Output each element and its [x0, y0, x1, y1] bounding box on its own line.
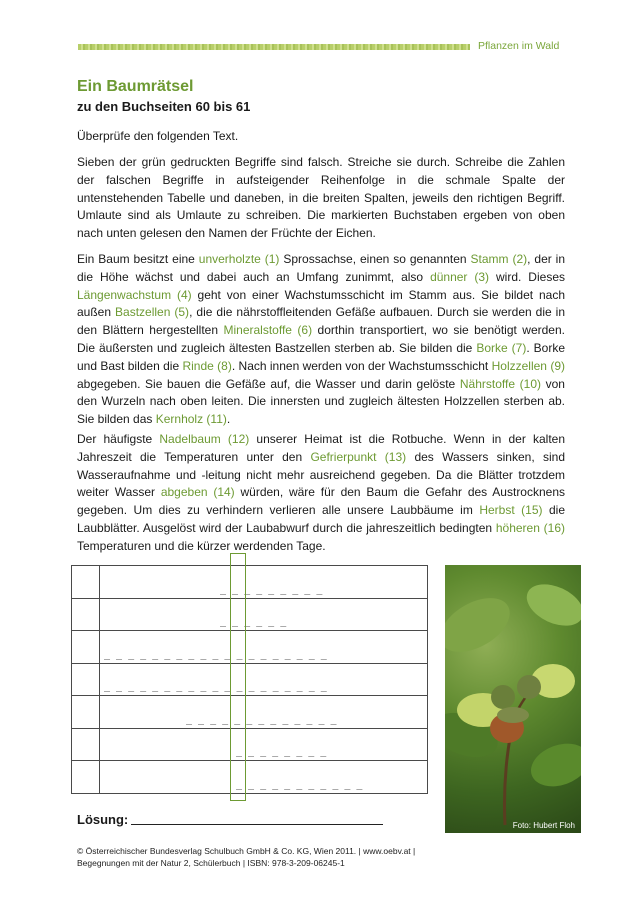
green-term: Stamm (2) — [470, 252, 528, 266]
solution-label: Lösung: — [77, 812, 129, 827]
oak-acorns-photo — [445, 565, 581, 833]
page-subtitle: zu den Buchseiten 60 bis 61 — [77, 99, 251, 114]
intro-text: Überprüfe den folgenden Text. — [77, 129, 239, 143]
table-row — [72, 631, 428, 664]
green-term: Borke (7) — [476, 340, 527, 355]
green-term: Nadelbaum (12) — [159, 432, 250, 446]
photo-credit: Foto: Hubert Floh — [512, 821, 575, 830]
table-row — [72, 728, 428, 761]
section-label: Pflanzen im Wald — [478, 40, 560, 52]
text-segment: von den Wurzeln nach oben leiten. Die innersten und zugleich ältesten Holzzellen sterben ab. Sie bilden das — [77, 376, 565, 427]
text-segment: die Laubblätter. Ausgelöst wird der Laubabwurf durch die jahreszeitlich bedingten — [77, 503, 565, 535]
text-segment: würden, wäre für den Baum die Gefahr des Austrocknens gegeben. Um dies zu verhindern verlieren alle unsere Laubbäume im — [77, 485, 566, 518]
footer-line-2: Begegnungen mit der Natur 2, Schülerbuch | ISBN: 978-3-209-06245-1 — [77, 857, 345, 868]
answer-cell[interactable] — [100, 696, 428, 729]
green-term: unverholzte (1) — [198, 252, 280, 266]
answer-cell[interactable] — [100, 598, 428, 631]
text-segment: . Nach innen werden von der Wachstumsschicht — [231, 358, 492, 373]
green-term: Holzzellen (9) — [491, 358, 565, 373]
text-segment: , der in die Höhe wächst und dabei auch an Umfang zunimmt, also — [77, 252, 566, 284]
number-cell[interactable] — [72, 761, 100, 794]
text-segment: des Wassers sinken, sind Wasseraufnahme und -leitung nicht mehr ausreichend gegeben. Da die Blätter trotzdem weiter Wasser — [77, 449, 565, 500]
green-term: Mineralstoffe (6) — [223, 323, 313, 338]
table-row — [72, 598, 428, 631]
instructions-text: Sieben der grün gedruckten Begriffe sind falsch. Streiche sie durch. Schreibe die Zahlen der falschen Begriffe in aufsteigender Reihenfolge in die schmale Spalte der untenstehenden Tabelle und daneben, in die breiten Spalten, jeweils den richtigen Begriff. Umlaute sind als Umlaute zu schreiben. Die markierten Buchstaben ergeben von oben nach unten gelesen den Namen der Früchte der Eichen. — [77, 155, 565, 241]
letter-blanks: _ _ _ _ _ _ _ _ _ _ _ _ _ _ _ _ _ _ _ — [104, 648, 327, 660]
answer-cell[interactable] — [100, 761, 428, 794]
table-row — [72, 696, 428, 729]
answer-cell[interactable] — [100, 631, 428, 664]
text-paragraph-1 — [77, 251, 565, 429]
page-title: Ein Baumrätsel — [77, 78, 194, 95]
letter-blanks: _ _ _ _ _ _ _ _ _ _ _ _ _ — [186, 713, 337, 725]
text-segment: Temperaturen und die kürzer werdenden Tage. — [77, 538, 326, 553]
text-segment: wird. Dieses — [489, 269, 565, 284]
table-row — [72, 761, 428, 794]
green-term: Rinde (8) — [182, 358, 232, 373]
text-segment: , die die nährstoffleitenden Gefäße aufbauen. Durch sie werden die in den Blättern hergestellten — [77, 305, 566, 338]
answer-table — [71, 565, 428, 794]
number-cell[interactable] — [72, 631, 100, 664]
footer-line-1: © Österreichischer Bundesverlag Schulbuch GmbH & Co. KG, Wien 2011. | www.oebv.at | — [77, 846, 416, 856]
text-segment: unserer Heimat ist die Rotbuche. Wenn in der kalten Jahreszeit die Temperaturen unter den — [77, 432, 565, 464]
number-cell[interactable] — [72, 696, 100, 729]
text-segment: . Borke und Bast bilden die — [77, 340, 566, 373]
text-paragraph-2 — [77, 431, 565, 556]
letter-blanks: _ _ _ _ _ _ _ _ _ _ _ — [236, 778, 363, 790]
answer-cell[interactable] — [100, 663, 428, 696]
table-row — [72, 566, 428, 599]
green-term: höheren (16) — [495, 520, 565, 535]
acorn-illustration — [445, 565, 581, 833]
text-segment: . — [226, 412, 231, 427]
green-term: Längenwachstum (4) — [77, 287, 192, 302]
solution-letter-column — [230, 553, 246, 801]
text-segment: geht von einer Wachstumsschicht im Stamm aus. Sie bildet nach außen — [77, 287, 566, 320]
table-row — [72, 663, 428, 696]
text-segment: abgegeben. Sie bauen die Gefäße auf, die Wasser und darin gelöste — [77, 376, 460, 391]
green-term: Herbst (15) — [479, 503, 543, 518]
green-term: Nährstoffe (10) — [459, 376, 541, 391]
green-term: abgeben (14) — [160, 485, 235, 500]
green-term: Bastzellen (5) — [115, 305, 190, 320]
green-term: dünner (3) — [430, 269, 490, 284]
header-decor-bar — [78, 44, 470, 50]
green-term: Gefrierpunkt (13) — [310, 449, 407, 464]
number-cell[interactable] — [72, 663, 100, 696]
number-cell[interactable] — [72, 598, 100, 631]
letter-blanks: _ _ _ _ _ _ _ _ _ — [220, 583, 323, 595]
text-segment: Der häufigste — [77, 432, 160, 446]
letter-blanks: _ _ _ _ _ _ — [220, 616, 287, 627]
answer-cell[interactable] — [100, 728, 428, 761]
number-cell[interactable] — [72, 728, 100, 761]
green-term: Kernholz (11) — [155, 412, 227, 427]
answer-cell[interactable] — [100, 566, 428, 599]
letter-blanks: _ _ _ _ _ _ _ _ — [236, 746, 327, 757]
solution-answer-line[interactable] — [131, 824, 383, 825]
letter-blanks: _ _ _ _ _ _ _ _ _ _ _ _ _ _ _ _ _ _ _ — [104, 681, 327, 692]
number-cell[interactable] — [72, 566, 100, 599]
text-segment: dorthin transportiert, wo sie benötigt werden. Die äußersten und zugleich ältesten Bastzellen sterben ab. Sie bilden die — [77, 323, 565, 355]
text-segment: Sprossachse, einen so genannten — [279, 252, 471, 266]
text-segment: Ein Baum besitzt eine — [77, 252, 199, 266]
footer — [77, 846, 415, 869]
